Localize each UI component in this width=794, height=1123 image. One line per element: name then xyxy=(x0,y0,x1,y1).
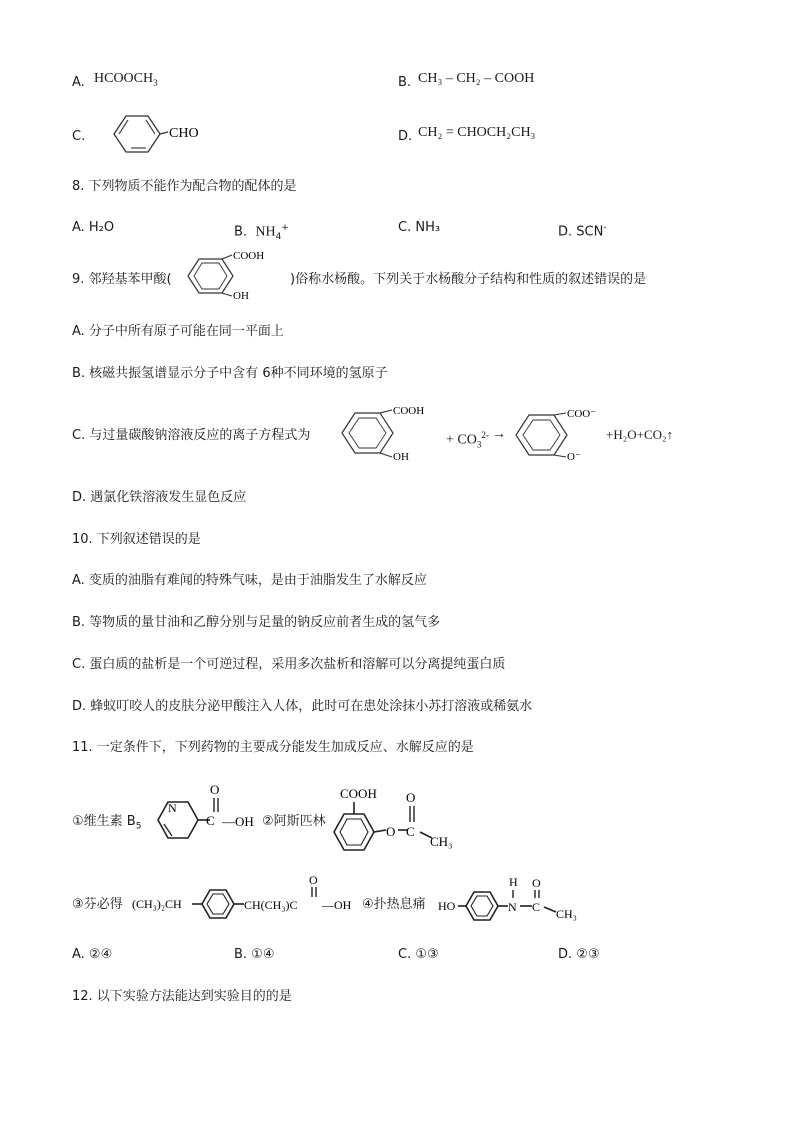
q10-option-d: D. 蜂蚁叮咬人的皮肤分泌甲酸注入人体，此时可在患处涂抹小苏打溶液或稀氨水 xyxy=(72,699,533,714)
aspirin-structure xyxy=(326,782,476,862)
benzaldehyde-structure xyxy=(96,110,226,158)
b5-o-label: O xyxy=(210,782,220,797)
q7-option-d-label: D. xyxy=(398,129,413,144)
aspirin-ch3-label: CH₃ xyxy=(430,834,453,849)
reactant-cooh-label: COOH xyxy=(393,405,425,417)
q8-option-d: D. SCN- xyxy=(558,223,607,240)
q8-stem: 8. 下列物质不能作为配合物的配体的是 xyxy=(72,179,297,194)
salicylate-product-structure xyxy=(510,403,610,465)
carbonate-ion: + $CO_3^{2-}$ xyxy=(446,430,489,450)
q12-stem: 12. 以下实验方法能达到实验目的的是 xyxy=(72,989,292,1004)
q9-option-c-text: C. 与过量碳酸钠溶液反应的离子方程式为 xyxy=(72,428,311,443)
q11-stem: 11. 一定条件下，下列药物的主要成分能发生加成反应、水解反应的是 xyxy=(72,740,474,755)
b5-c-label: C xyxy=(206,813,215,828)
product-coo-label: COO⁻ xyxy=(567,408,597,420)
drug3-label: ③芬必得 xyxy=(72,897,123,912)
q7-option-a-label: A. xyxy=(72,75,85,90)
ibuprofen-chain-label: CH(CH₃)C xyxy=(244,898,298,912)
q9-stem-prefix: 9. 邻羟基苯甲酸( xyxy=(72,272,172,287)
aspirin-cooh-label: COOH xyxy=(340,786,377,801)
q10-option-b: B. 等物质的量甘油和乙醇分别与足量的钠反应前者生成的氢气多 xyxy=(72,615,441,630)
ibuprofen-o-label: O xyxy=(309,873,318,887)
paracetamol-ch3-label: CH₃ xyxy=(556,907,577,921)
pyridine-n-label: N xyxy=(168,801,177,815)
q11-option-c: C. ①③ xyxy=(398,947,439,962)
drug1-label: ①维生素 $B_5$ xyxy=(72,814,142,832)
b5-oh-label: —OH xyxy=(222,814,254,829)
paracetamol-structure xyxy=(436,874,586,934)
oh-label: OH xyxy=(233,290,249,302)
ibuprofen-structure xyxy=(130,874,360,930)
ibuprofen-isobutyl-label: (CH₃)₂CH xyxy=(132,897,182,911)
q10-option-c: C. 蛋白质的盐析是一个可逆过程，采用多次盐析和溶解可以分离提纯蛋白质 xyxy=(72,657,506,672)
reaction-products: +H₂O+CO₂↑ xyxy=(606,427,674,442)
q10-option-a: A. 变质的油脂有难闻的特殊气味，是由于油脂发生了水解反应 xyxy=(72,573,427,588)
aspirin-carbonyl-o: O xyxy=(406,790,416,805)
paracetamol-o-label: O xyxy=(532,876,541,890)
q10-stem: 10. 下列叙述错误的是 xyxy=(72,532,201,547)
reactant-oh-label: OH xyxy=(393,451,409,463)
q11-option-d: D. ②③ xyxy=(558,947,600,962)
q7-option-a-formula: $HCOOCH_3$ xyxy=(94,71,158,88)
paracetamol-ho-label: HO xyxy=(438,899,456,913)
vitamin-b5-structure xyxy=(150,780,260,856)
drug4-label: ④扑热息痛 xyxy=(362,897,426,912)
cho-group-label: CHO xyxy=(169,126,199,141)
q11-option-b: B. ①④ xyxy=(234,947,275,962)
salicylic-acid-structure-reactant xyxy=(336,403,446,465)
q7-option-d-formula: CH₂ = CHOCH₂CH₃ xyxy=(418,125,536,140)
salicylic-acid-structure xyxy=(180,250,290,302)
q9-option-a: A. 分子中所有原子可能在同一平面上 xyxy=(72,324,284,339)
paracetamol-c-label: C xyxy=(532,900,541,914)
q8-option-a: A. H₂O xyxy=(72,220,115,235)
aspirin-o-label: O xyxy=(386,824,396,839)
q7-option-b-label: B. xyxy=(398,75,412,90)
cooh-label: COOH xyxy=(233,250,265,262)
q7-option-c-label: C. xyxy=(72,129,86,144)
ibuprofen-oh-label: —OH xyxy=(322,898,352,912)
aspirin-c-label: C xyxy=(406,824,415,839)
q9-option-d: D. 遇氯化铁溶液发生显色反应 xyxy=(72,490,247,505)
q8-option-c: C. NH₃ xyxy=(398,220,441,235)
q8-option-b: B. $NH_4^+$ xyxy=(234,223,289,242)
q9-option-b: B. 核磁共振氢谱显示分子中含有 6种不同环境的氢原子 xyxy=(72,366,388,381)
q9-stem-suffix: )俗称水杨酸。下列关于水杨酸分子结构和性质的叙述错误的是 xyxy=(290,272,647,287)
drug2-label: ②阿斯匹林 xyxy=(262,814,326,829)
reaction-arrow: → xyxy=(492,427,506,442)
q11-option-a: A. ②④ xyxy=(72,947,113,962)
q7-option-b-formula: CH₃ – CH₂ – COOH xyxy=(418,71,535,86)
product-o-label: O⁻ xyxy=(567,451,581,463)
paracetamol-h-label: H xyxy=(509,875,518,889)
paracetamol-n-label: N xyxy=(508,900,517,914)
